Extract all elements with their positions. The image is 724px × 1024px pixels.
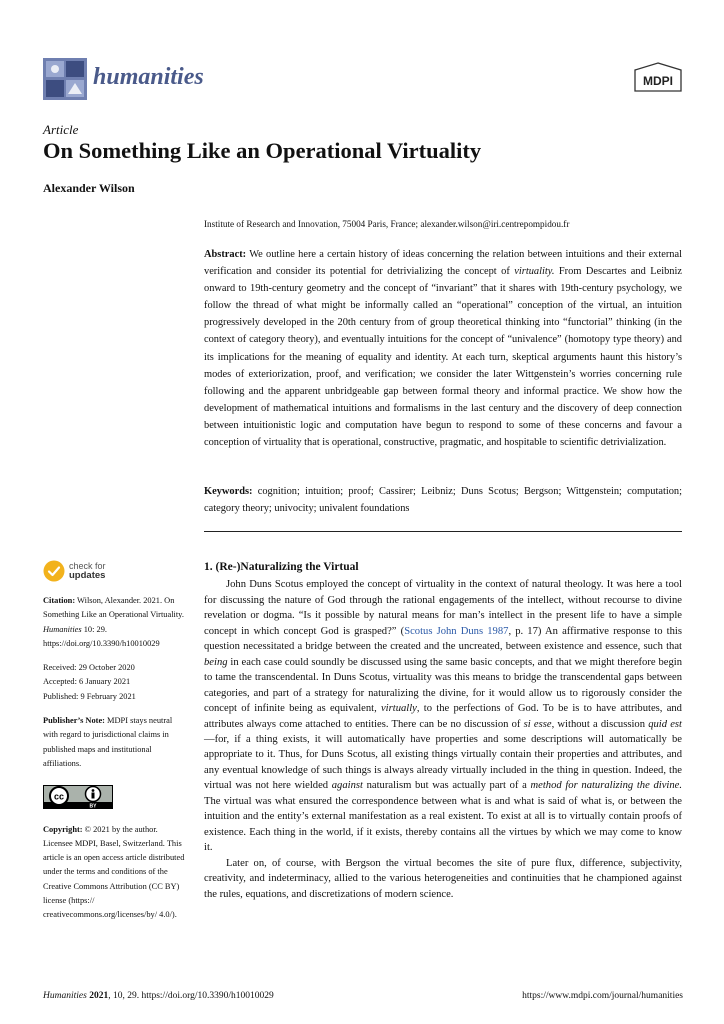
- footer-year: 2021: [86, 991, 109, 1001]
- journal-header: [43, 58, 683, 100]
- check-updates-text: [69, 561, 106, 581]
- p1-text-d: , to the perfections of God. To be is to have attributes, and attributes always come attached to entities. There can be no discussion of: [204, 703, 682, 730]
- citation-block: [43, 594, 188, 651]
- received-date: Received: 29 October 2020: [43, 663, 135, 673]
- footer-journal: Humanities: [43, 991, 87, 1001]
- keywords-label: Keywords:: [204, 486, 253, 497]
- p1-em-si-esse: si esse: [523, 718, 552, 730]
- copyright-block: [43, 823, 188, 923]
- p1-em-method: method for naturalizing the divine.: [530, 780, 682, 792]
- p1-em-quid-est: quid est: [648, 718, 682, 730]
- abstract-emphasis: virtuality.: [514, 266, 555, 278]
- keywords: [204, 483, 682, 517]
- p1-text-g: naturalism but was actually part of a: [362, 780, 531, 792]
- check-for-updates-badge[interactable]: [43, 560, 188, 586]
- article-sidebar: [43, 560, 188, 933]
- cc-by-license-icon[interactable]: [43, 785, 113, 809]
- paragraph-1: [204, 577, 682, 855]
- check-updates-line1: check for: [69, 561, 106, 571]
- publisher-note: [43, 714, 188, 771]
- abstract-text-1: We outline here a certain history of ideas concerning the relation between intuitions and their external verification and consider its potential for detrivializing the concept of: [204, 249, 682, 278]
- mdpi-logo-text: MDPI: [643, 74, 673, 88]
- p1-em-being: being: [204, 656, 228, 668]
- citation-text: Wilson, Alexander. 2021. On Something Like an Operational Virtuality.: [43, 596, 184, 620]
- journal-logo-icon: [43, 58, 87, 100]
- article-title: On Something Like an Operational Virtuality: [43, 138, 482, 163]
- p1-text-e: , without a discussion: [551, 718, 649, 730]
- citation-label: Citation:: [43, 596, 76, 605]
- publisher-note-text: MDPI stays neutral with regard to jurisdictional claims in published maps and institutional affiliations.: [43, 716, 173, 768]
- footer-rest: , 10, 29. https://doi.org/10.3390/h10010029: [108, 991, 274, 1001]
- abstract: [204, 246, 682, 451]
- p1-text-b: , p. 17) An affirmative response to this question necessitated a bridge between the created and the uncreated, between existence and essence, such that: [204, 625, 682, 653]
- p1-text-f: —for, if a thing exists, it will automatically have properties and some descriptions will automatically be appropriate to it. Thus, for Duns Scotus, all existing things virtually contain their properties and attributes, and any eventual knowledge of such things is always already virtually included in the thing in question. Indeed, the virtual was not here wielded: [204, 733, 682, 792]
- check-updates-line2: updates: [69, 570, 106, 581]
- check-updates-icon: [43, 560, 65, 582]
- cc-by-text: BY: [89, 803, 97, 810]
- copyright-text: © 2021 by the author. Licensee MDPI, Basel, Switzerland. This article is an open access article distributed under the terms and conditions of the Creative Commons Attribution (CC BY) license (https:// creativecommons.org/licenses/by/ 4.0/).: [43, 824, 185, 920]
- p1-text-a: John Duns Scotus employed the concept of virtuality in the context of natural theology. It was here a tool for discussing the nature of God through the rational engagements of the intellect, without recourse to divine revelation or dogma. “Is it possible by natural means for man’s intellect in the present life to have a simple concept in which concept God is grasped?” (: [204, 579, 682, 637]
- footer-journal-url[interactable]: https://www.mdpi.com/journal/humanities: [522, 991, 683, 1001]
- svg-text:cc: cc: [53, 791, 65, 802]
- abstract-label: Abstract:: [204, 249, 247, 260]
- article-author: Alexander Wilson: [43, 181, 135, 195]
- mdpi-logo-icon: [633, 62, 683, 92]
- publisher-note-label: Publisher’s Note:: [43, 716, 105, 726]
- p1-em-virtually: virtually: [380, 703, 417, 715]
- section-heading: 1. (Re-)Naturalizing the Virtual: [204, 561, 359, 573]
- keywords-text: cognition; intuition; proof; Cassirer; Leibniz; Duns Scotus; Bergson; Wittgenstein; computation; category theory; univocity; univalent foundations: [204, 486, 682, 514]
- abstract-text-2: From Descartes and Leibniz onward to 19th-century geometry and the concept of “invariant” that it shares with 19th-century psychology, we follow the thread of what might be informally called an “operational” conception of the virtual, an intuition progressively developed in the 20th century from of group theoretical thinking into “functorial” thinking (in the context of category theory), and eventually intuitions for the concept of “univalence” (homotopy type theory) and its implications for the meaning of equality and identity. At each turn, skeptical arguments haunt this history’s modes of exteriorization, proof, and verification; we consider the later Wittgenstein’s worries concerning rule following and the apparent unbridgeable gap between formal theory and informal practice. We show how the development of mathematical intuitions and formalisms in the last century and the discovery of deep connection between intuitionistic logic and computation have begun to respond to some of these concerns and favour a conception of virtuality that is operational, constructive, pragmatic, and hospitable to scientific detrivialization.: [204, 266, 683, 449]
- accepted-date: Accepted: 6 January 2021: [43, 677, 131, 687]
- published-date: Published: 9 February 2021: [43, 691, 136, 701]
- author-affiliation: Institute of Research and Innovation, 75004 Paris, France; alexander.wilson@iri.centrepompidou.fr: [204, 219, 570, 229]
- p1-text-h: The virtual was what ensured the correspondence between what is and what is said of what is, or between the intuition and the entity’s external manifestation as a real existent. To exist at all is to virtually contain proofs of existence. Each thing in the world, if it exists, thereby contains all the virtues by which we may come to know it.: [204, 795, 682, 854]
- citation-link[interactable]: Scotus John Duns 1987: [404, 625, 509, 637]
- journal-name: humanities: [93, 64, 204, 90]
- citation-doi-link[interactable]: https://doi.org/10.3390/h10010029: [43, 638, 160, 648]
- paragraph-2: Later on, of course, with Bergson the virtual becomes the site of pure flux, difference, subjectivity, creativity, and indeterminacy, allied to the various heterogeneities and continuities that he championed against the rules, equations, and discretizations of modern science.: [204, 857, 682, 900]
- abstract-divider: [204, 531, 682, 532]
- citation-volume: 10: 29.: [81, 624, 107, 634]
- citation-journal: Humanities: [43, 624, 82, 634]
- dates-block: [43, 661, 188, 704]
- copyright-label: Copyright:: [43, 824, 83, 834]
- article-body: [204, 560, 682, 902]
- article-type: Article: [43, 122, 79, 137]
- p1-em-against: against: [331, 780, 363, 792]
- footer-citation: [43, 991, 274, 1001]
- p1-text-c: in each case could soundly be discussed using the same basic concepts, and that we might therefore begin to tame the transcendental. In Duns Scotus, virtuality was this means to bridge the transcendental gaps between categories, and part of a strategy for naturalizing the divine, for it would allow us to rigorously consider the concept of infinite being as equivalent,: [204, 656, 682, 715]
